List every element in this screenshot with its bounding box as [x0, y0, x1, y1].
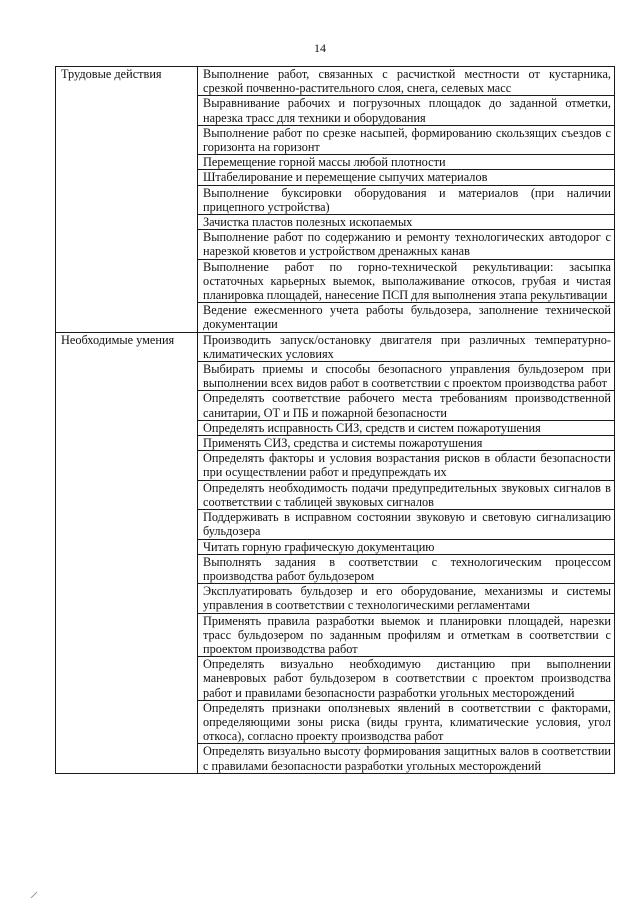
section-item: Выполнение работ, связанных с расчисткой местности от кустарника, срезкой почвенно-растительного слоя, снега, селевых масс — [198, 67, 615, 96]
section-label: Трудовые действия — [56, 67, 198, 333]
section-item: Ведение ежесменного учета работы бульдозера, заполнение технической документации — [198, 303, 615, 332]
section-item: Определять признаки оползневых явлений в соответствии с факторами, определяющими зоны риска (виды грунта, климатические условия, угол откоса), согласно проекту производства работ — [198, 700, 615, 744]
section-item: Определять факторы и условия возрастания рисков в области безопасности при осуществлении работ и предупреждать их — [198, 451, 615, 480]
section-item: Штабелирование и перемещение сыпучих материалов — [198, 170, 615, 185]
section-item: Определять визуально высоту формирования защитных валов в соответствии с правилами безопасности разработки угольных месторождений — [198, 744, 615, 773]
section-item: Определять визуально необходимую дистанцию при выполнении маневровых работ бульдозером в соответствии с проектом производства работ и правилами безопасности разработки угольных месторождений — [198, 657, 615, 701]
table-row — [56, 332, 615, 361]
table-body — [56, 67, 615, 774]
section-item: Зачистка пластов полезных ископаемых — [198, 215, 615, 230]
section-item: Выполнение буксировки оборудования и материалов (при наличии прицепного устройства) — [198, 185, 615, 214]
section-item: Выполнение работ по содержанию и ремонту технологических автодорог с нарезкой кюветов и устройством дренажных канав — [198, 230, 615, 259]
section-item: Выполнять задания в соответствии с технологическим процессом производства работ бульдозером — [198, 554, 615, 583]
section-item: Применять правила разработки выемок и планировки площадей, нарезки трасс бульдозером по заданным профилям и отметкам в соответствии с проектом производства работ — [198, 613, 615, 657]
section-item: Выравнивание рабочих и погрузочных площадок до заданной отметки, нарезка трасс для техники и оборудования — [198, 96, 615, 125]
section-item: Определять соответствие рабочего места требованиям производственной санитарии, ОТ и ПБ и пожарной безопасности — [198, 391, 615, 420]
section-item: Перемещение горной массы любой плотности — [198, 155, 615, 170]
job-functions-table — [55, 66, 615, 774]
section-item: Выполнение работ по горно-технической рекультивации: засыпка остаточных карьерных выемок, выполаживание откосов, грубая и чистая планировка площадей, нанесение ПСП для выполнения этапа рекультивации — [198, 259, 615, 303]
section-item: Применять СИЗ, средства и системы пожаротушения — [198, 436, 615, 451]
table-row — [56, 67, 615, 96]
section-item: Выполнение работ по срезке насыпей, формированию скользящих съездов с горизонта на горизонт — [198, 125, 615, 154]
section-item: Определять необходимость подачи предупредительных звуковых сигналов в соответствии с таблицей звуковых сигналов — [198, 480, 615, 509]
section-label: Необходимые умения — [56, 332, 198, 773]
section-item: Читать горную графическую документацию — [198, 539, 615, 554]
section-item: Эксплуатировать бульдозер и его оборудование, механизмы и системы управления в соответствии с технологическими регламентами — [198, 584, 615, 613]
section-item: Определять исправность СИЗ, средств и систем пожаротушения — [198, 420, 615, 435]
section-item: Выбирать приемы и способы безопасного управления бульдозером при выполнении всех видов работ в соответствии с проектом производства работ — [198, 362, 615, 391]
page-number: 14 — [314, 41, 326, 55]
scan-mark-icon — [30, 891, 38, 899]
section-item: Производить запуск/остановку двигателя при различных температурно-климатических условиях — [198, 332, 615, 361]
section-item: Поддерживать в исправном состоянии звуковую и световую сигнализацию бульдозера — [198, 510, 615, 539]
